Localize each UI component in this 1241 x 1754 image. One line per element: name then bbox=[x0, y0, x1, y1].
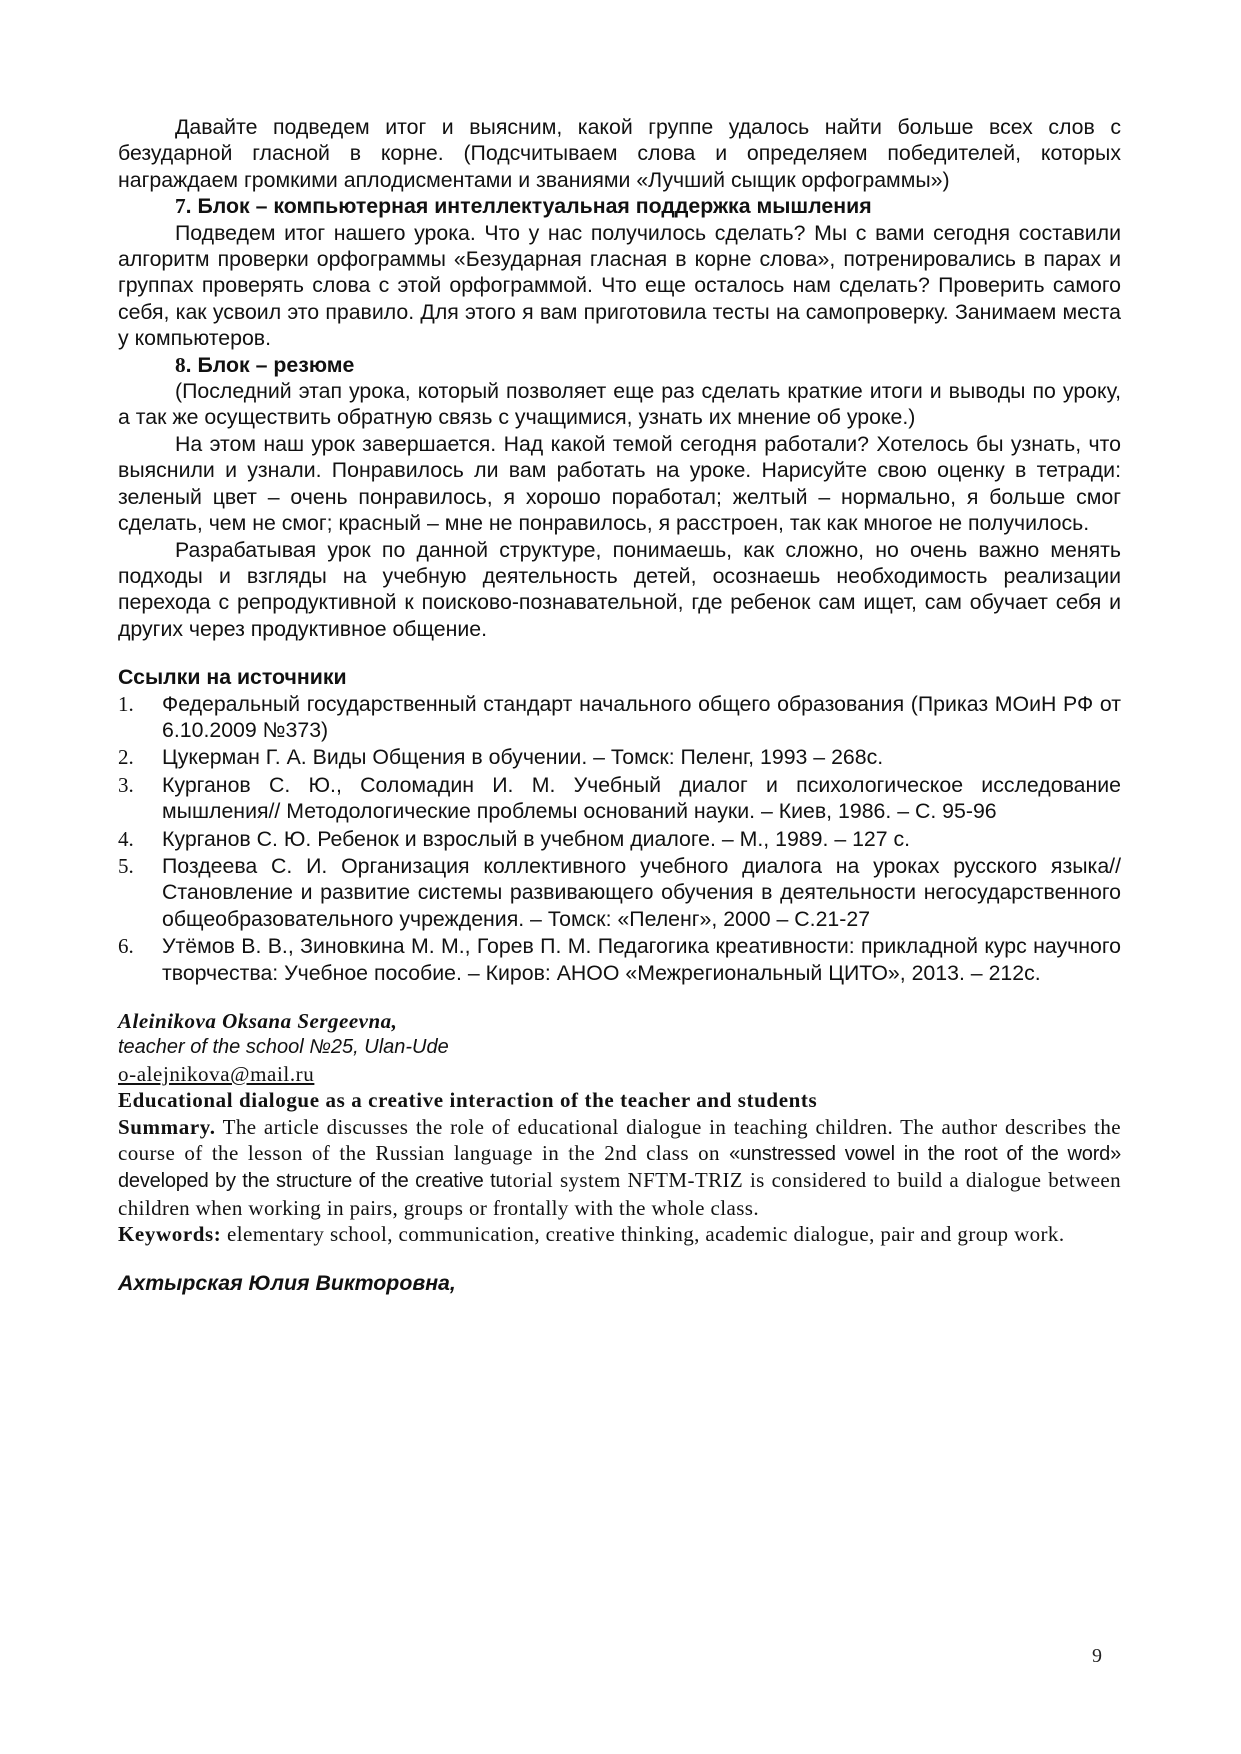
summary-label: Summary. bbox=[118, 1114, 216, 1139]
author-email-link[interactable]: o-alejnikova@mail.ru bbox=[118, 1061, 315, 1086]
reference-text: Курганов С. Ю. Ребенок и взрослый в учебном диалоге. – М., 1989. – 127 с. bbox=[162, 826, 911, 851]
references-list bbox=[118, 691, 1121, 986]
summary-text-2: «unstressed vowel in the root of the word» developed by the structure of the creative tu bbox=[118, 1143, 1122, 1193]
reference-number: 3. bbox=[118, 772, 134, 797]
reference-item bbox=[118, 744, 1121, 770]
article-title-en: Educational dialogue as a creative interaction of the teacher and students bbox=[118, 1088, 818, 1113]
summary-text-1: The article discusses the role of educational dialogue in teaching children. The author describes the course of the lesson of the Russian language in the 2nd class on bbox=[118, 1114, 1121, 1166]
reference-text: Цукерман Г. А. Виды Общения в обучении. – Томск: Пеленг, 1993 – 268с. bbox=[162, 745, 884, 770]
reference-text: Федеральный государственный стандарт начального общего образования (Приказ МОиН РФ от 6.10.2009 №373) bbox=[162, 691, 1121, 742]
reference-item bbox=[118, 772, 1121, 825]
document-page bbox=[118, 114, 1121, 1296]
author-affiliation-en: teacher of the school №25, Ulan-Ude bbox=[118, 1036, 449, 1059]
reference-number: 4. bbox=[118, 826, 134, 851]
reference-text: Курганов С. Ю., Соломадин И. М. Учебный диалог и психологическое исследование мышления// Методологические проблемы оснований науки. – Киев, 1986. – С. 95-96 bbox=[162, 772, 1121, 824]
english-abstract bbox=[118, 1008, 1121, 1248]
keywords-text: elementary school, communication, creative thinking, academic dialogue, pair and group work. bbox=[221, 1222, 1065, 1247]
reference-text: Поздеева С. И. Организация коллективного учебного диалога на уроках русского языка// Становление и развитие системы развивающего обучения в деятельности негосударственного общеобразовательного учреждения. – Томск: «Пеленг», 2000 – С.21-27 bbox=[162, 853, 1121, 931]
reference-number: 2. bbox=[118, 745, 134, 770]
references-title: Ссылки на источники bbox=[118, 665, 347, 690]
paragraph-summary-groups: Давайте подведем итог и выясним, какой группе удалось найти больше всех слов с безударной гласной в корне. (Подсчитываем слова и определяем победителей, которых награждаем громкими аплодисментами и званиями «Лучший сыщик орфограммы») bbox=[118, 115, 1121, 192]
paragraph-lesson-end: На этом наш урок завершается. Над какой темой сегодня работали? Хотелось бы узнать, что выяснили и узнали. Понравилось ли вам работать на уроке. Нарисуйте свою оценку в тетради: зеленый цвет – очень понравилось, я хорошо поработал; желтый – нормально, я больше смог сделать, чем не смог; красный – мне не понравилось, я расстроен, так как многое не получилось. bbox=[118, 431, 1121, 536]
block-7-number: 7 bbox=[175, 194, 186, 219]
author-name-en: Aleinikova Oksana Sergeevna, bbox=[118, 1009, 398, 1033]
block-7-heading bbox=[118, 193, 1121, 219]
reference-number: 5. bbox=[118, 853, 134, 878]
page-number: 9 bbox=[1092, 1645, 1102, 1667]
reference-item bbox=[118, 933, 1121, 986]
paragraph-conclusion: Разрабатывая урок по данной структуре, понимаешь, как сложно, но очень важно менять подходы и взгляды на учебную деятельность детей, осознаешь необходимость реализации перехода с репродуктивной к поисково-познавательной, где ребенок сам ищет, сам обучает себя и других через продуктивное общение. bbox=[118, 537, 1121, 641]
reference-text: Утёмов В. В., Зиновкина М. М., Горев П. М. Педагогика креативности: прикладной курс научного творчества: Учебное пособие. – Киров: АНОО «Межрегиональный ЦИТО», 2013. – 212с. bbox=[162, 934, 1121, 985]
summary-en bbox=[118, 1114, 1121, 1222]
reference-item bbox=[118, 853, 1121, 932]
block-8-title: . Блок – резюме bbox=[185, 352, 355, 377]
reference-item bbox=[118, 691, 1121, 744]
block-7-text: Подведем итог нашего урока. Что у нас получилось сделать? Мы с вами сегодня составили алгоритм проверки орфограммы «Безударная гласная в корне слова», потренировались в парах и группах проверять слова с этой орфограммой. Что еще осталось нам сделать? Проверить самого себя, как усвоил это правило. Для этого я вам приготовила тесты на самопроверку. Занимаем места у компьютеров. bbox=[118, 220, 1121, 351]
reference-number: 1. bbox=[118, 691, 134, 716]
block-8-number: 8 bbox=[175, 352, 186, 377]
reference-number: 6. bbox=[118, 934, 134, 959]
block-8-heading bbox=[118, 352, 1121, 378]
summary-text-3: torial system NFTM-TRIZ is considered to build a dialogue between children when working in pairs, groups or frontally with the whole class. bbox=[118, 1168, 1122, 1220]
block-8-text: (Последний этап урока, который позволяет еще раз сделать краткие итоги и выводы по уроку, а так же осуществить обратную связь с учащимися, узнать их мнение об уроке.) bbox=[118, 379, 1121, 430]
keywords-en bbox=[118, 1221, 1121, 1247]
keywords-label: Keywords: bbox=[118, 1222, 222, 1247]
block-7-title: . Блок – компьютерная интеллектуальная поддержка мышления bbox=[185, 194, 872, 219]
next-author-name: Ахтырская Юлия Викторовна, bbox=[118, 1270, 456, 1295]
reference-item bbox=[118, 826, 1121, 852]
